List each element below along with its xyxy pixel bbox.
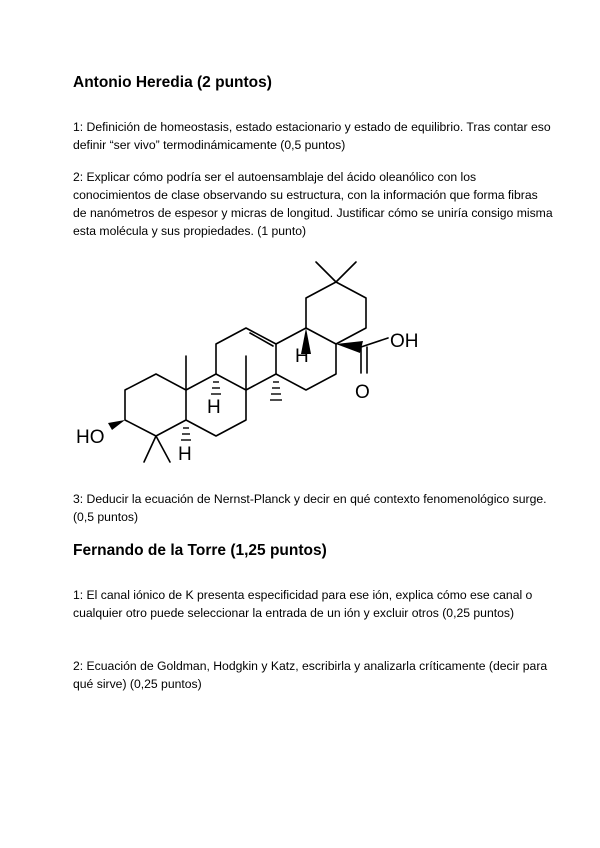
carbonyl-oxygen-label: O <box>355 382 370 403</box>
question-3-nernst-planck: 3: Deducir la ecuación de Nernst-Planck y decir en qué contexto fenomenológico surge. (0,5 puntos) <box>73 492 547 524</box>
question-1-homeostasis: 1: Definición de homeostasis, estado estacionario y estado de equilibrio. Tras contar eso definir “ser vivo” termodinámicamente (0,5 puntos) <box>73 120 551 152</box>
section-title-antonio-heredia: Antonio Heredia (2 puntos) <box>73 74 272 91</box>
hydrogen-label-3: H <box>178 444 192 465</box>
question-2-oleanolic-acid: 2: Explicar cómo podría ser el autoensamblaje del ácido oleanólico con los conocimientos de clase observando su estructura, con la información que forma fibras de nanómetros de espesor y micras de longitud. Justificar cómo se uniría consigo misma esta molécula y sus propiedades. (1 punto) <box>73 170 553 238</box>
hydrogen-label-2: H <box>207 397 221 418</box>
hydroxyl-label-left: HO <box>76 427 105 448</box>
oleanolic-acid-structure <box>60 236 430 468</box>
hydroxyl-label-right: OH <box>390 331 419 352</box>
question-2-goldman-equation: 2: Ecuación de Goldman, Hodgkin y Katz, escribirla y analizarla críticamente (decir para qué sirve) (0,25 puntos) <box>73 659 548 691</box>
hydrogen-label-1: H <box>295 346 309 367</box>
question-1-ion-channel: 1: El canal iónico de K presenta especificidad para ese ión, explica cómo ese canal o cualquier otro puede seleccionar la entrada de un ión y excluir otros (0,25 puntos) <box>73 588 533 620</box>
section-title-fernando-de-la-torre: Fernando de la Torre (1,25 puntos) <box>73 542 327 559</box>
